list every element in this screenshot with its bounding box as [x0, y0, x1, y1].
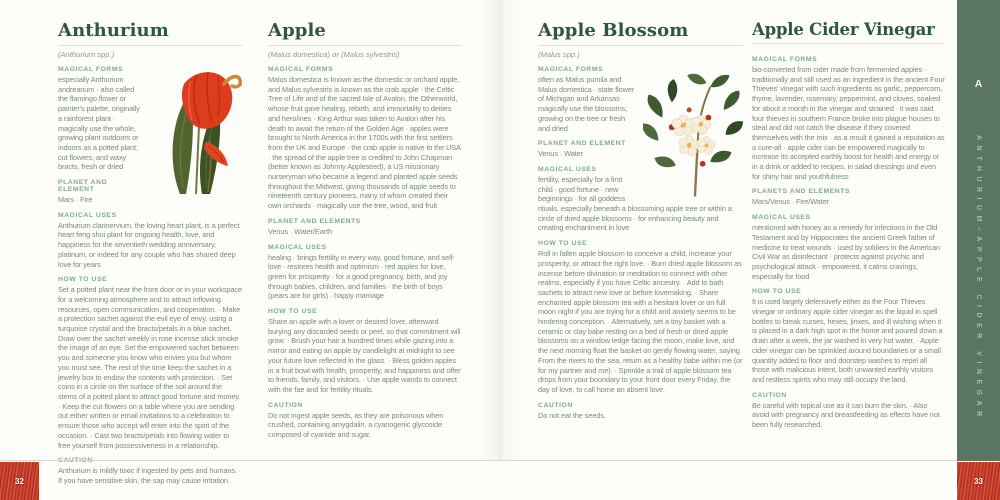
page-number-left [0, 462, 39, 500]
entry-title: Apple Blossom [538, 20, 743, 46]
section-label: MAGICAL USES [58, 211, 117, 219]
entry-apple-cider-vinegar [752, 20, 945, 430]
entry-body [538, 66, 743, 420]
section-text: Share an apple with a lover or desired lover, afterward burying any discarded seeds or peel, so that commitment will grow. · Brush your hair a hundred times while gazing into a mirror and eating an apple by candlelight at midnight to see your future love reflected in the glass. · Bless golden apples in a fruit bowl with health, prosperity, and happiness and offer to friends, family, and visitors. · Use apple wands to connect with the fae and for fertility rituals. [268, 317, 461, 394]
section-text: Set a potted plant near the front door or in your workspace for a welcoming atmosphere and to attract inflowing resources, open communication, and cooperation. · Make a protection sachet against the evil eye of envy, using a turquoise crystal and the bracts/petals in a blue sachet. Draw over the sachet weekly in rose incense stick smoke the image of an eye. Set the empowered sachet between you and someone you know who envies you but whom you must see. The rest of the time keep the sachet in a jewelry box to endow the contents with protection. · Set coins in a circle on the surface of the soil around the stems of a potted plant to attract good fortune and money. · Keep the cut flowers on a table where you are sending out either written or email invitations to a celebration to ensure those who accept will enter into the spirit of the occasion. · Cast two bracts/petals into flowing water to free yourself from possessiveness in a relationship. [58, 285, 242, 450]
section-label: PLANETS AND ELEMENTS [752, 188, 850, 196]
section-text: especially Anthurium andreanum · also called the flamingo flower or painter's palette, originally a rainforest plant · magically use the whole, growing plant outdoors or indoors as a potted plant; cut flowers; and waxy bracts, fresh or dried [58, 75, 140, 172]
entry-apple-blossom [538, 20, 743, 420]
footer-rule [0, 460, 1000, 461]
apple-blossom-illustration [643, 68, 743, 198]
thumb-index-range-label: ANTHURIUM–APPLE CIDER VINEGAR [975, 135, 982, 422]
entry-body [752, 56, 945, 430]
section-label: MAGICAL FORMS [268, 66, 334, 73]
section-label: CAUTION [268, 401, 303, 409]
page-number-right [957, 462, 1000, 500]
section-label: MAGICAL FORMS [538, 66, 604, 73]
section-label: MAGICAL FORMS [58, 66, 124, 73]
section-text: Malus domestica is known as the domestic or orchard apple, and Malus sylvestris is known as the crab apple · the Celtic Tree of Life and of the sacred Isle of Avalon, the Otherworld, whose fruit gave healing, rebirth, and immortality to deities and hero/ines · King Arthur was taken to Avalon after his death to await the return of the Golden Age · apples were brought to North America in the 1700s with the first settlers from the UK and Europe · the crab apple is native to the USA · the spread of the apple tree is credited to John Chapman (better known as Johnny Appleseed), a US missionary nurseryman who became a legend and planted apple seeds throughout the Midwest, giving thousands of apple seeds to nineteenth century pioneers, many of whom created their own orchards · magically use the tree, wood, and fruit [268, 75, 461, 211]
section-text: Anthurium is mildly toxic if ingested by pets and humans. · If you have sensitive skin, the sap may cause irritation. [58, 466, 242, 485]
section-label: CAUTION [752, 391, 787, 399]
entry-body [268, 66, 462, 440]
section-label: PLANET AND ELEMENT [538, 140, 626, 148]
section-text: Mars · Fire [58, 195, 93, 205]
section-text: It is used largely defensively either as the Four Thieves vinegar or ordinary apple cider vinegar as the liquid in spell bottles to break curses, hexes, jinxes, and ill wishing when it is placed in a dark high spot in the home and poured down a drain after a week, the jar washed in very hot water. · Apple cider vinegar can be sprinkled around boundaries or a small quantity added to floor and doorstep washes to repel all those with malicious intent, both unwanted earthly visitors and restless spirits who may still occupy the land. [752, 297, 943, 384]
section-text: fertility, especially for a first child · good fortune · new beginnings · for all goddess rituals, especially beneath a blossoming apple tree or within a circle of dried apple blossoms · for enhancing beauty and creating enchantment in love [538, 174, 732, 233]
section-label: HOW TO USE [752, 288, 802, 296]
entry-title: Anthurium [58, 20, 242, 46]
section-text: Roll in fallen apple blossom to conceive a child, increase your prosperity, or attract the right love. · Burn dried apple blossom as incense before divination or meditation to connect with other realms, especially if you have Celtic ancestry. · Add to bath sachets to attract new love or before lovemaking. · Share enchanted apple blossom tea with a hesitant lover or on full moon night if you are trying for a child and anxiety seems to be hindering conception. · Alternatively, set a tiny basket with a ceramic or clay babe resting on a bed of fresh or dried apple blossoms on a window ledge facing the moon, make love, and the next morning float the basket on gently flowing water, saying From the rivers to the sea, return as a healthy babe within me (or for my partner and me). · Sprinkle a trail of apple blossom tea drops from your boundary to your front door every Friday, the day of love, to call home an absent love. [538, 249, 743, 394]
section-text: Anthurium clarinervium, the loving heart plant, is a perfect heart feng shui plant for ongoing health, love, and happiness for the seventieth wedding anniversary, platinum, or indeed for any couple who has shared deep love for years [58, 220, 240, 269]
section-label: CAUTION [538, 401, 573, 409]
section-label: HOW TO USE [58, 276, 108, 284]
section-text: Do not ingest apple seeds, as they are poisonous when crushed, containing amygdalin, a cyanogenic glycoside composed of cyanide and sugar. [268, 410, 444, 440]
section-text: Mars/Venus · Fire/Water [752, 197, 830, 207]
page-number-left-value: 32 [15, 476, 24, 486]
section-text: often as Malus pumila and Malus domestica · state flower of Michigan and Arkansas · magically use the blossoms, growing on the tree or fresh and dried [538, 75, 635, 133]
entry-title: Apple [268, 20, 462, 46]
thumb-index-letter: A [974, 78, 983, 90]
section-label: MAGICAL USES [268, 243, 327, 251]
entry-anthurium [58, 20, 242, 486]
section-text: healing · brings fertility in every way, good fortune, and self-love · restores health and optimism · red apples for love, green for prosperity · for a good pregnancy, birth, and joy through babies, children, and families · the birth of boys (pears are for girls) · happy marriage [268, 252, 455, 301]
page-number-right-value: 33 [974, 476, 983, 486]
entry-apple [268, 20, 462, 440]
entry-species: (Anthurium spp.) [58, 50, 115, 59]
page-gutter-shadow [478, 0, 522, 460]
section-text: Be careful with topical use as it can burn the skin. · Also avoid with pregnancy and breastfeeding as effects have not been fully researched. [752, 400, 940, 430]
section-label: PLANET AND ELEMENTS [268, 217, 361, 225]
section-text: bio-converted from cider made from fermented apples · traditionally and still used as an ingredient in the ancient Four Thieves' vinegar with such ingredients as garlic, peppercorn, thyme, lavender, rosemary, peppermint, and cloves, soaked for about a month in the vinegar and strained · it was said four thieves in southern France broke into plague houses to steal and did not catch the disease if they covered themselves with the mix · as a result it gained a reputation as a cure-all · apple cider can be empowered magically to increase its accepted earthly boost for health and energy or in a drink or added to recipes, in salad dressings and even for shiny hair and youthfulness [752, 65, 945, 181]
entry-species: (Malus spp.) [538, 50, 580, 59]
anthurium-flower-illustration [150, 68, 242, 194]
section-label: MAGICAL USES [752, 214, 811, 222]
entry-title: Apple Cider Vinegar [752, 20, 945, 44]
section-label: HOW TO USE [268, 308, 318, 316]
section-text: Venus · Water [538, 149, 583, 159]
thumb-index-sidebar [957, 0, 1000, 461]
entry-body [58, 66, 242, 486]
entry-species: (Malus domestica) or (Malus sylvestris) [268, 50, 400, 59]
section-label: MAGICAL FORMS [752, 56, 818, 63]
section-text: Do not eat the seeds. [538, 410, 606, 420]
section-label: PLANET AND ELEMENT [58, 179, 108, 194]
section-label: MAGICAL USES [538, 165, 597, 173]
section-text: Venus · Water/Earth [268, 226, 332, 236]
section-label: HOW TO USE [538, 240, 588, 248]
section-text: mentioned with honey as a remedy for infections in the Old Testament and by Hippocrates the ancient Greek father of medicine to treat wounds · used by soldiers in the American Civil War as disinfectant · protects against psychic and psychological attack · empowered, it calms cravings, especially for food [752, 223, 941, 281]
